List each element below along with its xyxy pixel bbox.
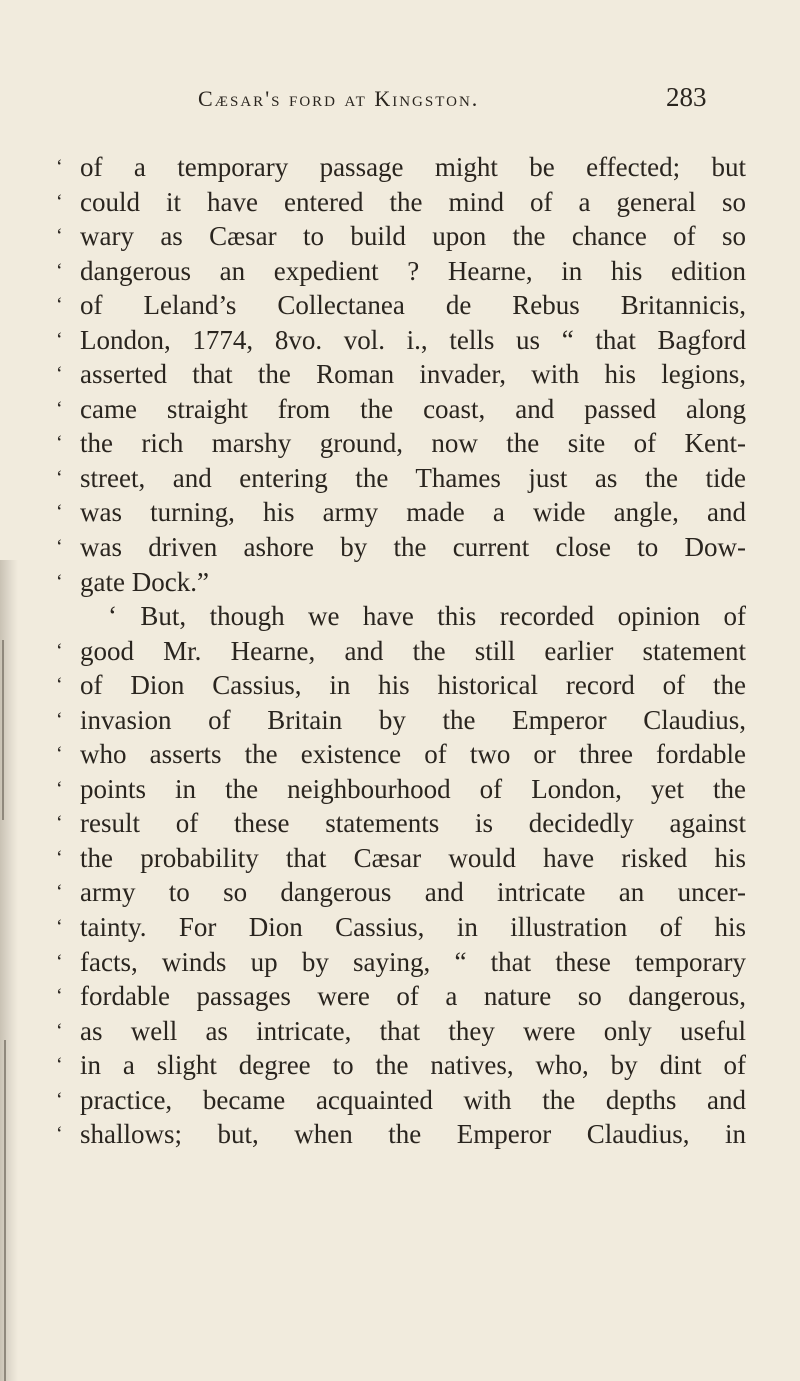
line-text: gate Dock.”: [80, 566, 209, 597]
line-text: points in the neighbourhood of London, yet the: [80, 773, 746, 804]
opening-quote-mark: ‘: [56, 570, 63, 593]
text-line: [56, 634, 746, 669]
text-line: [56, 565, 746, 600]
line-text: dangerous an expedient ? Hearne, in his edition: [80, 255, 746, 286]
text-line: [56, 219, 746, 254]
line-text: practice, became acquainted with the depths and: [80, 1084, 746, 1115]
opening-quote-mark: ‘: [56, 1054, 63, 1077]
line-text: result of these statements is decidedly against: [80, 808, 746, 839]
text-line: [56, 1014, 746, 1049]
line-text: of a temporary passage might be effected; but: [80, 152, 746, 182]
line-text: invasion of Britain by the Emperor Claudius,: [80, 704, 746, 735]
page-number: 283: [666, 82, 707, 112]
opening-quote-mark: ‘: [56, 639, 63, 662]
page-edge-line: [4, 1040, 6, 1381]
text-line: [56, 288, 746, 323]
opening-quote-mark: ‘: [56, 985, 63, 1008]
line-text: as well as intricate, that they were only useful: [80, 1015, 746, 1046]
opening-quote-mark: ‘: [56, 328, 63, 351]
opening-quote-mark: ‘: [56, 156, 63, 178]
opening-quote-mark: ‘: [56, 432, 63, 455]
opening-quote-mark: ‘: [56, 950, 63, 973]
line-text: could it have entered the mind of a general so: [80, 186, 746, 217]
text-line: [56, 185, 746, 220]
line-text: of Leland’s Collectanea de Rebus Britannicis,: [80, 290, 746, 321]
line-text: London, 1774, 8vo. vol. i., tells us “ that Bagford: [80, 324, 746, 355]
page-edge-line: [2, 640, 4, 820]
text-line: [56, 495, 746, 530]
text-line: [56, 945, 746, 980]
text-line: [56, 1117, 746, 1152]
text-line: [56, 703, 746, 738]
text-line: [56, 357, 746, 392]
line-text: was turning, his army made a wide angle, and: [80, 497, 746, 528]
line-text: of Dion Cassius, in his historical record of the: [80, 670, 746, 701]
opening-quote-mark: ‘: [56, 190, 63, 213]
opening-quote-mark: ‘: [56, 397, 63, 420]
text-line: [56, 392, 746, 427]
opening-quote-mark: ‘: [56, 743, 63, 766]
opening-quote-mark: ‘: [56, 916, 63, 939]
opening-quote-mark: ‘: [56, 708, 63, 731]
line-text: was driven ashore by the current close to Dow-: [80, 532, 746, 563]
text-line: [56, 910, 746, 945]
line-text: came straight from the coast, and passed along: [80, 393, 746, 424]
line-text: good Mr. Hearne, and the still earlier statement: [80, 635, 746, 666]
text-line: [56, 1048, 746, 1083]
paragraph-start-line: [56, 599, 746, 634]
text-line: [56, 668, 746, 703]
line-text: army to so dangerous and intricate an uncer-: [80, 877, 746, 908]
opening-quote-mark: ‘: [56, 1019, 63, 1042]
opening-quote-mark: ‘: [56, 501, 63, 524]
line-text: in a slight degree to the natives, who, by dint of: [80, 1050, 746, 1081]
line-text: facts, winds up by saying, “ that these temporary: [80, 946, 746, 977]
opening-quote-mark: ‘: [56, 466, 63, 489]
text-line: [56, 772, 746, 807]
line-text: the probability that Cæsar would have risked his: [80, 842, 746, 873]
line-text: who asserts the existence of two or three fordable: [80, 739, 746, 770]
opening-quote-mark: ‘: [56, 259, 63, 282]
line-text: street, and entering the Thames just as the tide: [80, 462, 746, 493]
opening-quote-mark: ‘: [56, 881, 63, 904]
opening-quote-mark: ‘: [56, 536, 63, 559]
opening-quote-mark: ‘: [56, 363, 63, 386]
opening-quote-mark: ‘: [56, 225, 63, 248]
running-title: Cæsar's ford at Kingston.: [198, 86, 480, 111]
text-line: [56, 1083, 746, 1118]
line-text: shallows; but, when the Emperor Claudius, in: [80, 1119, 746, 1150]
text-line: [56, 806, 746, 841]
opening-quote-mark: ‘: [56, 294, 63, 317]
page-header: [0, 82, 800, 122]
text-line: [56, 875, 746, 910]
opening-quote-mark: ‘: [56, 1123, 63, 1146]
line-text: wary as Cæsar to build upon the chance of so: [80, 221, 746, 252]
body-text: [56, 150, 746, 1152]
text-line: [56, 426, 746, 461]
text-line: [56, 461, 746, 496]
text-line: [56, 530, 746, 565]
line-text: ‘ But, though we have this recorded opinion of: [108, 601, 746, 632]
opening-quote-mark: ‘: [56, 777, 63, 800]
opening-quote-mark: ‘: [56, 846, 63, 869]
line-text: fordable passages were of a nature so dangerous,: [80, 981, 746, 1012]
text-line: [56, 841, 746, 876]
text-line: [56, 737, 746, 772]
text-line: [56, 254, 746, 289]
line-text: asserted that the Roman invader, with his legions,: [80, 359, 746, 390]
line-text: the rich marshy ground, now the site of Kent-: [80, 428, 746, 459]
opening-quote-mark: ‘: [56, 812, 63, 835]
line-text: tainty. For Dion Cassius, in illustration of his: [80, 912, 746, 943]
opening-quote-mark: ‘: [56, 674, 63, 697]
text-line: [56, 150, 746, 185]
text-line: [56, 979, 746, 1014]
opening-quote-mark: ‘: [56, 1088, 63, 1111]
text-line: [56, 323, 746, 358]
